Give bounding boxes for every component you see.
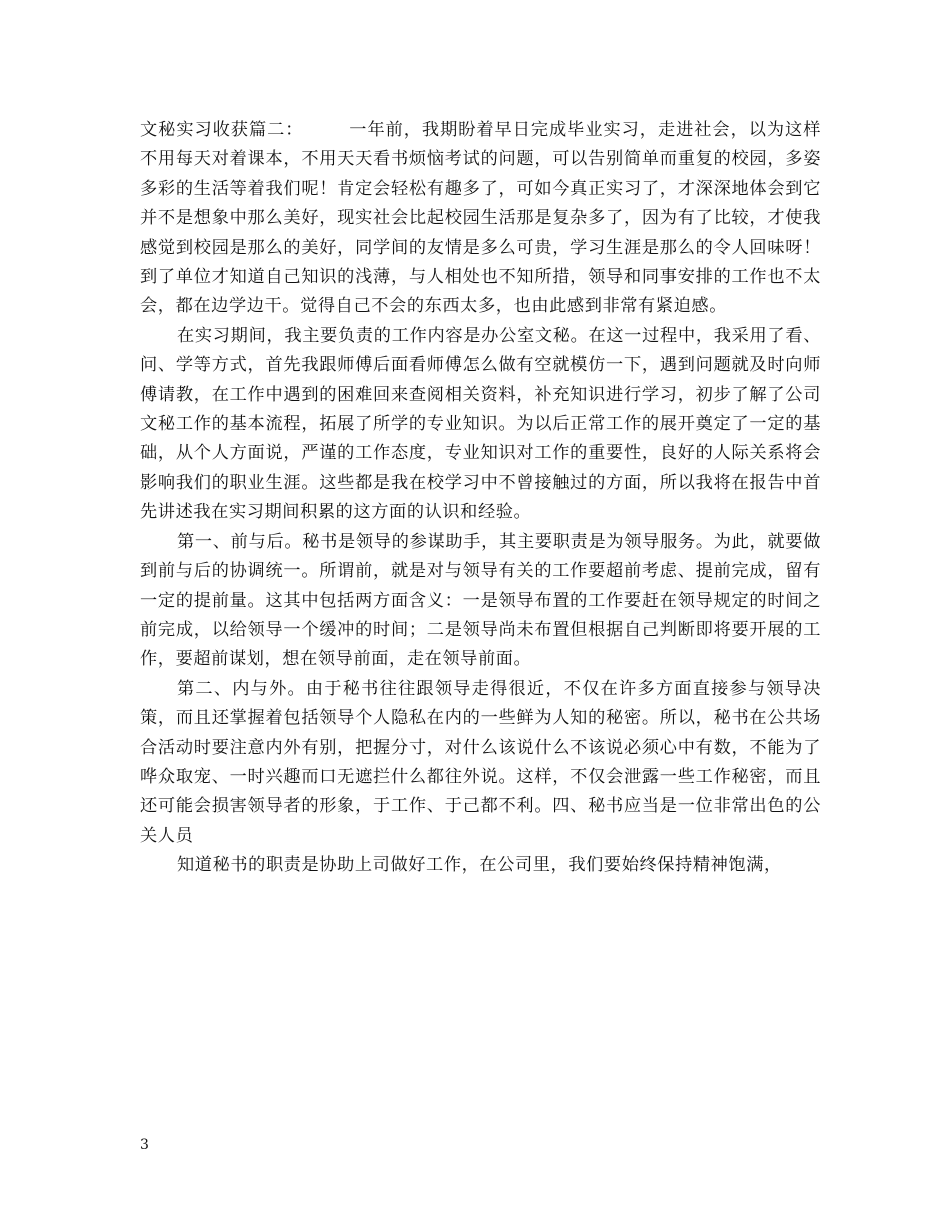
paragraph-point-two: 第二、内与外。由于秘书往往跟领导走得很近，不仅在许多方面直接参与领导决策，而且还掌握着包括领导个人隐私在内的一些鲜为人知的秘密。所以，秘书在公共场合活动时要注意内外有别，把握分寸，对什么该说什么不该说必须心中有数，不能为了哗众取宠、一时兴趣而口无遮拦什么都往外说。这样，不仅会泄露一些工作秘密，而且还可能会损害领导者的形象，于工作、于己都不利。四、秘书应当是一位非常出色的公关人员 [140,678,821,846]
document-body [140,116,821,881]
paragraph-intro: 文秘实习收获篇二： 一年前，我期盼着早日完成毕业实习，走进社会，以为这样不用每天对着课本，不用天天看书烦恼考试的问题，可以告别简单而重复的校园，多姿多彩的生活等着我们呢！肯定会轻松有趣多了，可如今真正实习了，才深深地体会到它并不是想象中那么美好，现实社会比起校园生活那是复杂多了，因为有了比较，才使我感觉到校园是那么的美好，同学间的友情是多么可贵，学习生涯是那么的令人回味呀！到了单位才知道自己知识的浅薄，与人相处也不知所措，领导和同事安排的工作也不太会，都在边学边干。觉得自己不会的东西太多，也由此感到非常有紧迫感。 [140,120,821,317]
paragraph-internship-duties: 在实习期间，我主要负责的工作内容是办公室文秘。在这一过程中，我采用了看、问、学等方式，首先我跟师傅后面看师傅怎么做有空就模仿一下，遇到问题就及时向师傅请教，在工作中遇到的困难回来查阅相关资料，补充知识进行学习，初步了解了公司文秘工作的基本流程，拓展了所学的专业知识。为以后正常工作的展开奠定了一定的基础，从个人方面说，严谨的工作态度，专业知识对工作的重要性，良好的人际关系将会影响我们的职业生涯。这些都是我在校学习中不曾接触过的方面，所以我将在报告中首先讲述我在实习期间积累的这方面的认识和经验。 [140,325,821,523]
page-number: 3 [140,1137,149,1153]
paragraph-secretary-duties: 知道秘书的职责是协助上司做好工作，在公司里，我们要始终保持精神饱满， [177,855,782,876]
paragraph-point-one: 第一、前与后。秘书是领导的参谋助手，其主要职责是为领导服务。为此，就要做到前与后的协调统一。所谓前，就是对与领导有关的工作要超前考虑、提前完成，留有一定的提前量。这其中包括两方面含义：一是领导布置的工作要赶在领导规定的时间之前完成，以给领导一个缓冲的时间；二是领导尚未布置但根据自己判断即将要开展的工作，要超前谋划，想在领导前面，走在领导前面。 [140,531,821,670]
